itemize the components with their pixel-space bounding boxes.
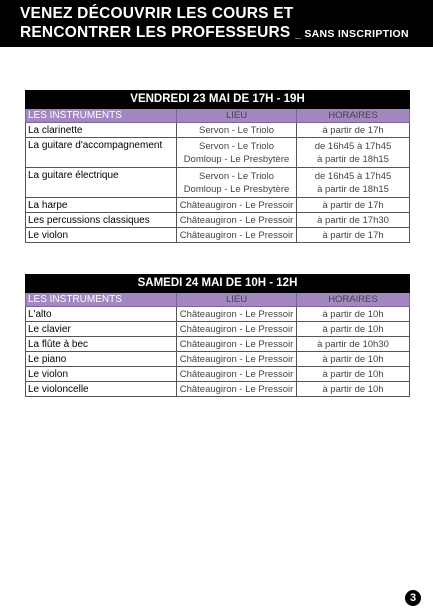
column-header-lieu: LIEU xyxy=(177,109,297,123)
page-number-badge: 3 xyxy=(405,590,421,606)
lieu-cell: Châteaugiron - Le Pressoir xyxy=(177,198,297,213)
horaire-cell: à partir de 10h xyxy=(297,322,410,337)
table-row xyxy=(26,367,410,382)
table-row xyxy=(26,198,410,213)
horaire-cell: à partir de 10h xyxy=(297,307,410,322)
lieu-cell: Châteaugiron - Le Pressoir xyxy=(177,322,297,337)
horaire-cell: à partir de 10h xyxy=(297,367,410,382)
saturday-title-row xyxy=(26,275,410,293)
lieu-cell: Châteaugiron - Le Pressoir xyxy=(177,307,297,322)
lieu-cell: Châteaugiron - Le Pressoir xyxy=(177,228,297,243)
lieu-cell: Châteaugiron - Le Pressoir xyxy=(177,382,297,397)
column-header-lieu: LIEU xyxy=(177,293,297,307)
table-row xyxy=(26,123,410,138)
horaire-cell: à partir de 17h xyxy=(297,228,410,243)
header-title-line2-text: RENCONTRER LES PROFESSEURS xyxy=(20,24,291,41)
table-row xyxy=(26,382,410,397)
horaire-line: à partir de 18h15 xyxy=(317,153,389,165)
saturday-title: SAMEDI 24 MAI DE 10H - 12H xyxy=(26,275,410,293)
instrument-cell: L'alto xyxy=(26,307,177,322)
lieu-cell: Châteaugiron - Le Pressoir xyxy=(177,352,297,367)
instrument-cell: Le violoncelle xyxy=(26,382,177,397)
horaire-cell xyxy=(297,138,410,168)
friday-header-row xyxy=(26,109,410,123)
lieu-line: Servon - Le Triolo xyxy=(199,170,274,182)
column-header-instruments: LES INSTRUMENTS xyxy=(26,293,177,307)
lieu-cell xyxy=(177,138,297,168)
friday-schedule-table xyxy=(25,90,410,243)
friday-title: VENDREDI 23 MAI DE 17H - 19H xyxy=(26,91,410,109)
horaire-line: de 16h45 à 17h45 xyxy=(314,140,392,152)
lieu-cell: Servon - Le Triolo xyxy=(177,123,297,138)
instrument-cell: La harpe xyxy=(26,198,177,213)
table-row xyxy=(26,322,410,337)
header-suffix: _ SANS INSCRIPTION xyxy=(294,28,409,40)
saturday-schedule-table xyxy=(25,274,410,397)
instrument-cell: Le violon xyxy=(26,367,177,382)
lieu-line: Domloup - Le Presbytère xyxy=(183,183,290,195)
column-header-horaires: HORAIRES xyxy=(297,109,410,123)
header-title-line1: VENEZ DÉCOUVRIR LES COURS ET xyxy=(20,5,294,22)
table-row xyxy=(26,352,410,367)
instrument-cell: Les percussions classiques xyxy=(26,213,177,228)
horaire-cell: à partir de 10h30 xyxy=(297,337,410,352)
lieu-line: Servon - Le Triolo xyxy=(199,140,274,152)
column-header-instruments: LES INSTRUMENTS xyxy=(26,109,177,123)
table-row xyxy=(26,228,410,243)
horaire-cell: à partir de 10h xyxy=(297,382,410,397)
horaire-cell: à partir de 17h xyxy=(297,198,410,213)
lieu-cell: Châteaugiron - Le Pressoir xyxy=(177,337,297,352)
instrument-cell: La clarinette xyxy=(26,123,177,138)
lieu-cell xyxy=(177,168,297,198)
instrument-cell: La guitare d'accompagnement xyxy=(26,138,177,168)
horaire-cell: à partir de 10h xyxy=(297,352,410,367)
column-header-horaires: HORAIRES xyxy=(297,293,410,307)
table-row xyxy=(26,168,410,198)
table-row xyxy=(26,307,410,322)
saturday-header-row xyxy=(26,293,410,307)
lieu-line: Domloup - Le Presbytère xyxy=(183,153,290,165)
horaire-cell: à partir de 17h xyxy=(297,123,410,138)
instrument-cell: La guitare électrique xyxy=(26,168,177,198)
table-row xyxy=(26,337,410,352)
lieu-cell: Châteaugiron - Le Pressoir xyxy=(177,367,297,382)
horaire-line: de 16h45 à 17h45 xyxy=(314,170,392,182)
instrument-cell: Le clavier xyxy=(26,322,177,337)
instrument-cell: Le piano xyxy=(26,352,177,367)
page-header xyxy=(0,0,433,47)
horaire-cell: à partir de 17h30 xyxy=(297,213,410,228)
header-title-line2 xyxy=(20,24,409,43)
horaire-cell xyxy=(297,168,410,198)
instrument-cell: Le violon xyxy=(26,228,177,243)
table-row xyxy=(26,213,410,228)
table-row xyxy=(26,138,410,168)
instrument-cell: La flûte à bec xyxy=(26,337,177,352)
friday-title-row xyxy=(26,91,410,109)
lieu-cell: Châteaugiron - Le Pressoir xyxy=(177,213,297,228)
horaire-line: à partir de 18h15 xyxy=(317,183,389,195)
